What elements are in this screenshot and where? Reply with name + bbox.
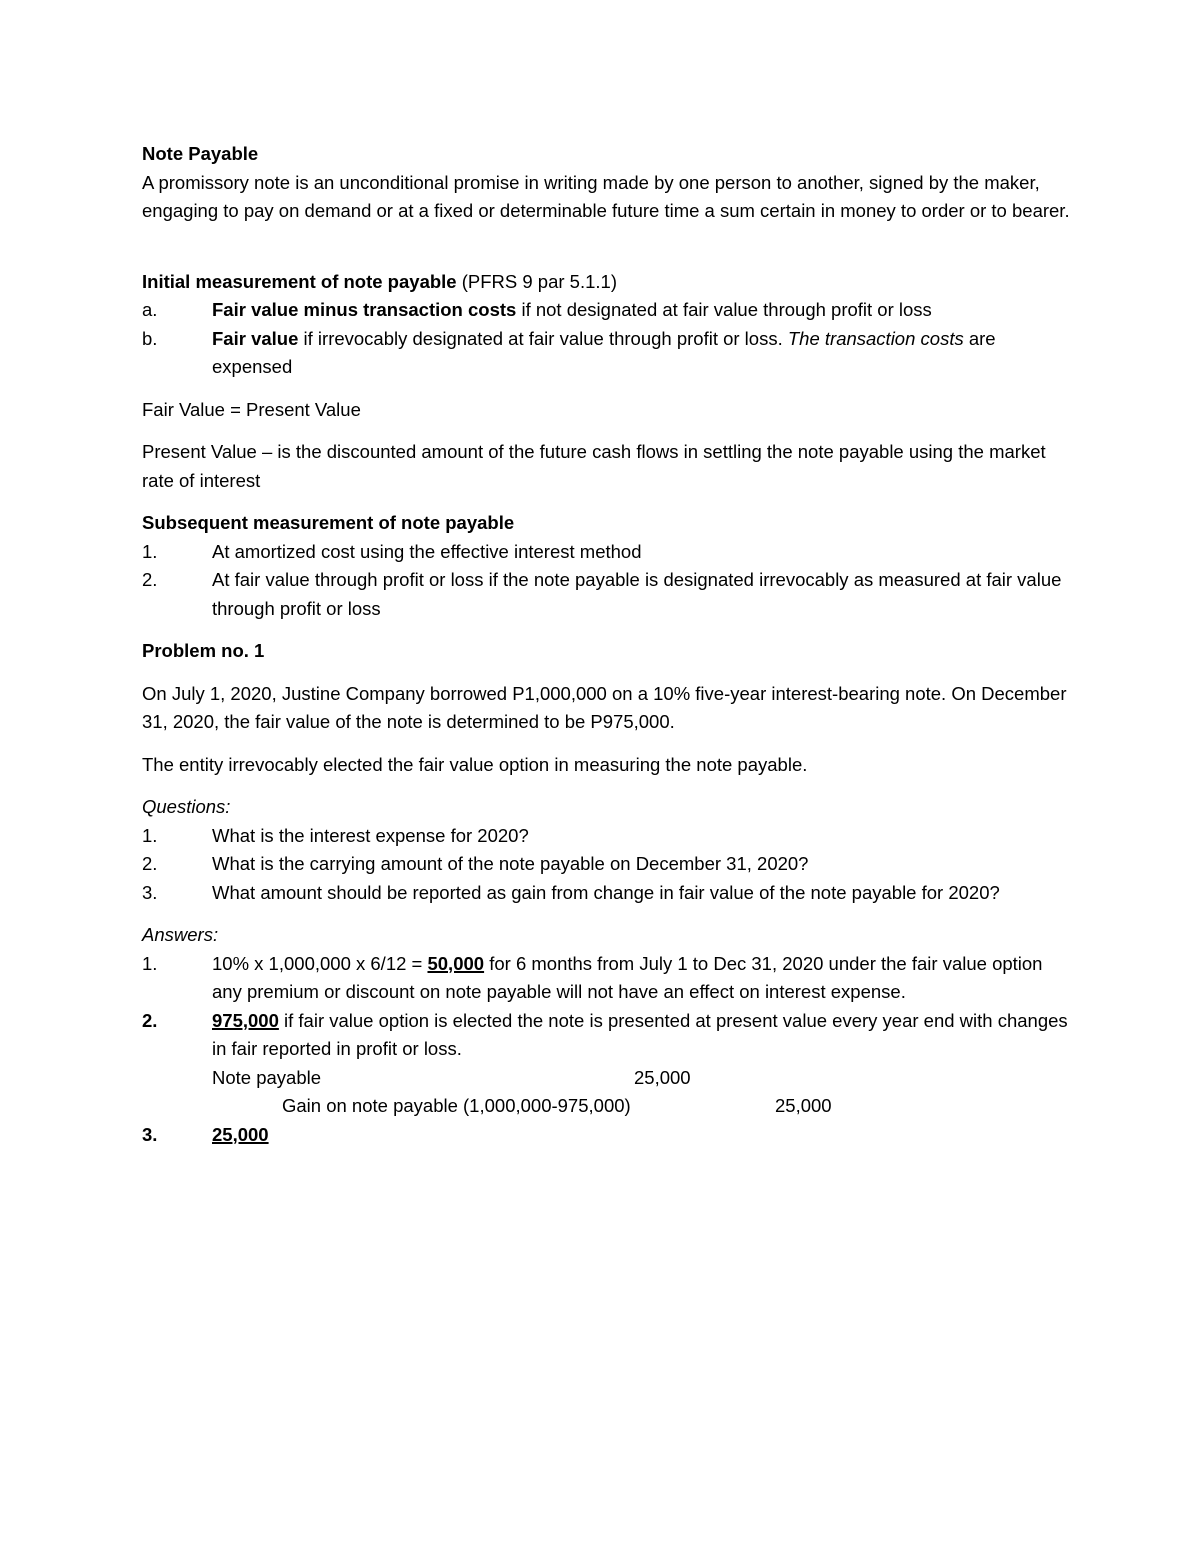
- list-item: [142, 822, 1072, 851]
- problem-heading: Problem no. 1: [142, 640, 265, 661]
- question-text: What amount should be reported as gain from change in fair value of the note payable for 2020?: [212, 881, 1000, 903]
- initial-measurement-list: [142, 296, 1072, 382]
- answer-value: 975,000: [212, 1009, 279, 1031]
- journal-entry-credit: [212, 1092, 1072, 1121]
- questions-label: Questions:: [142, 796, 231, 817]
- problem-paragraph-1: On July 1, 2020, Justine Company borrowed P1,000,000 on a 10% five-year interest-bearing note. On December 31, 2020, the fair value of the note is determined to be P975,000.: [142, 682, 1067, 732]
- list-marker: 1.: [142, 540, 158, 562]
- list-item: [142, 325, 1072, 382]
- list-item: [142, 296, 1072, 325]
- list-item-bold: Fair value: [212, 327, 299, 349]
- list-marker: 3.: [142, 1123, 158, 1145]
- list-item-text: At amortized cost using the effective interest method: [212, 540, 642, 562]
- answers-label: Answers:: [142, 924, 219, 945]
- promissory-note-definition: A promissory note is an unconditional promise in writing made by one person to another, signed by the maker, engaging to pay on demand or at a fixed or determinable future time a sum certain in money to order or to bearer.: [142, 171, 1070, 221]
- list-item: [142, 879, 1072, 908]
- journal-debit-amount: 25,000: [634, 1066, 691, 1088]
- document-body: [142, 140, 1072, 1149]
- question-text: What is the interest expense for 2020?: [212, 824, 529, 846]
- journal-credit-amount: 25,000: [775, 1095, 832, 1116]
- list-item-text: if not designated at fair value through profit or loss: [516, 299, 932, 320]
- initial-measurement-heading: [142, 268, 1072, 297]
- problem-paragraph-2: The entity irrevocably elected the fair value option in measuring the note payable.: [142, 753, 808, 775]
- answer-value: 25,000: [212, 1123, 269, 1145]
- question-text: What is the carrying amount of the note payable on December 31, 2020?: [212, 853, 809, 874]
- journal-debit-account: Note payable: [212, 1066, 322, 1088]
- list-marker: b.: [142, 327, 158, 349]
- list-item-text: At fair value through profit or loss if the note payable is designated irrevocably as measured at fair value through profit or loss: [212, 569, 1062, 619]
- list-item: [142, 1121, 1072, 1150]
- present-value-definition: Present Value – is the discounted amount of the future cash flows in settling the note payable using the market rate of interest: [142, 441, 1046, 491]
- list-item: [142, 950, 1072, 1007]
- list-marker: a.: [142, 299, 158, 320]
- subsequent-measurement-list: [142, 538, 1072, 624]
- list-item-italic: The transaction costs: [787, 327, 964, 349]
- questions-list: [142, 822, 1072, 908]
- list-item: [142, 1007, 1072, 1121]
- journal-credit-account: Gain on note payable (1,000,000-975,000): [282, 1095, 631, 1116]
- answer-post: for 6 months from July 1 to Dec 31, 2020 under the fair value option any premium or discount on note payable will not have an effect on interest expense.: [212, 952, 1043, 1002]
- list-marker: 2.: [142, 853, 158, 874]
- answer-post: if fair value option is elected the note is presented at present value every year end with changes in fair reported in profit or loss.: [212, 1009, 1068, 1059]
- list-marker: 2.: [142, 569, 158, 590]
- initial-heading-bold: Initial measurement of note payable: [142, 270, 457, 292]
- list-marker: 3.: [142, 881, 158, 903]
- initial-heading-ref: (PFRS 9 par 5.1.1): [456, 270, 617, 292]
- list-item-tail: are expensed: [212, 327, 996, 377]
- list-item-bold: Fair value minus transaction costs: [212, 299, 517, 320]
- list-marker: 1.: [142, 824, 158, 846]
- fair-value-equation: Fair Value = Present Value: [142, 398, 361, 420]
- list-marker: 2.: [142, 1009, 158, 1031]
- list-item-text: if irrevocably designated at fair value through profit or loss.: [298, 327, 788, 349]
- page-title: Note Payable: [142, 143, 259, 164]
- list-item: [142, 566, 1072, 623]
- subsequent-measurement-heading: Subsequent measurement of note payable: [142, 512, 515, 533]
- answers-list: [142, 950, 1072, 1150]
- answer-value: 50,000: [427, 952, 485, 974]
- list-item: [142, 538, 1072, 567]
- journal-entry-debit: [212, 1064, 1072, 1093]
- list-marker: 1.: [142, 952, 158, 974]
- answer-pre: 10% x 1,000,000 x 6/12 =: [212, 952, 428, 974]
- list-item: [142, 850, 1072, 879]
